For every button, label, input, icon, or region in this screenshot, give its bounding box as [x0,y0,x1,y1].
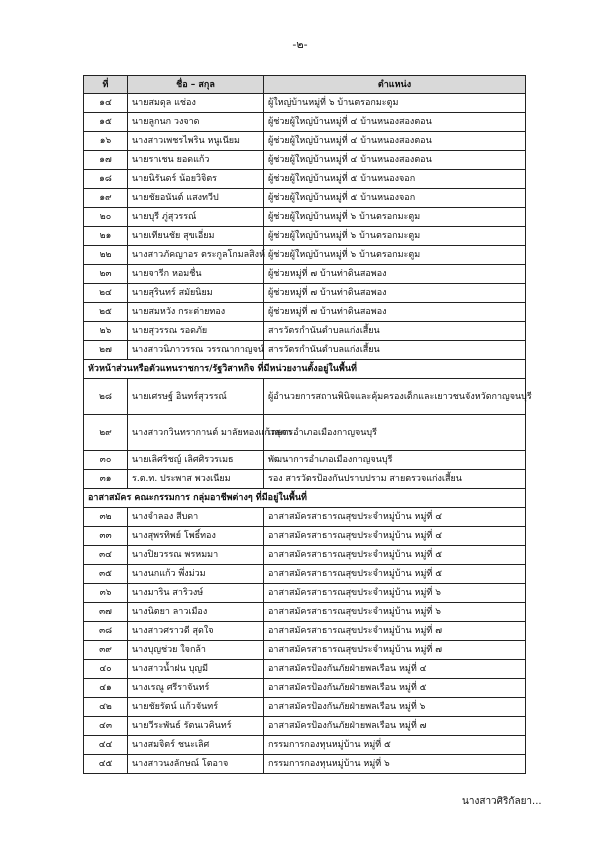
table-row [84,284,526,303]
table-row [84,641,526,660]
row-number: ๒๖ [84,322,128,341]
table-row [84,508,526,527]
row-name: นางสาวนงลักษณ์ โตอาจ [128,755,264,774]
row-position: ผู้ช่วยผู้ใหญ่บ้านหมู่ที่ ๖ บ้านตรอกมะตูม [264,208,526,227]
row-name: นายนิรันดร์ น้อยวิจิตร [128,170,264,189]
section-title-agencies: หัวหน้าส่วนหรือตัวแทนราชการ/รัฐวิสาหกิจ ที่มีหน่วยงานตั้งอยู่ในพื้นที่ [84,360,526,379]
footer-continuation: นางสาวศิริกัลยา... [462,796,542,807]
table-row [84,622,526,641]
row-name: นายจารีก หอมชื่น [128,265,264,284]
row-number: ๑๕ [84,113,128,132]
row-position: ผู้ช่วยผู้ใหญ่บ้านหมู่ที่ ๕ บ้านหนองจอก [264,189,526,208]
table-row [84,603,526,622]
table-row [84,470,526,489]
row-name: นางสาวศราวดี สุดใจ [128,622,264,641]
row-position: รอง สารวัตรป้องกันปราบปราม สายตรวจแก่งเสี้ยน [264,470,526,489]
row-number: ๓๖ [84,584,128,603]
section-row [84,489,526,508]
row-position: กรรมการกองทุนหมู่บ้าน หมู่ที่ ๖ [264,755,526,774]
table-row [84,94,526,113]
row-name: นางปิยวรรณ พรหมมา [128,546,264,565]
row-number: ๓๕ [84,565,128,584]
table-header-row [84,76,526,94]
row-position: เกษตรอำเภอเมืองกาญจนบุรี [264,415,526,451]
table-row [84,451,526,470]
row-name: นายบุรี ภู่สุวรรณ์ [128,208,264,227]
table-row [84,303,526,322]
row-position: ผู้ช่วยผู้ใหญ่บ้านหมู่ที่ ๕ บ้านหนองจอก [264,170,526,189]
row-name: นางนกแก้ว พึ่งม่วม [128,565,264,584]
row-number: ๒๙ [84,415,128,451]
row-name: นางมาริน สาริวงษ์ [128,584,264,603]
table-row [84,736,526,755]
header-position: ตำแหน่ง [264,76,526,94]
row-name: นางสุพรทิพย์ โพธิ์ทอง [128,527,264,546]
row-name: นางสมจิตร์ ชนะเลิศ [128,736,264,755]
header-name: ชื่อ – สกุล [128,76,264,94]
table-row [84,151,526,170]
table-row [84,113,526,132]
row-name: นางบุญช่วย ใจกล้า [128,641,264,660]
table-row [84,227,526,246]
row-number: ๓๘ [84,622,128,641]
row-number: ๓๙ [84,641,128,660]
row-position: ผู้ช่วยหมู่ที่ ๗ บ้านท่าดินสอพอง [264,303,526,322]
row-name: นางสาวภัคญาอร ตระกูลโกมลสิงห์ [128,246,264,265]
row-number: ๑๔ [84,94,128,113]
row-number: ๒๔ [84,284,128,303]
row-name: นางสาวกวินทรากานต์ มาลัยทองแก้วสุภา [128,415,264,451]
row-position: สารวัตรกำนันตำบลแก่งเสี้ยน [264,322,526,341]
row-position: ผู้ช่วยผู้ใหญ่บ้านหมู่ที่ ๔ บ้านหนองสองตอน [264,151,526,170]
table-row [84,717,526,736]
row-position: ผู้ช่วยหมู่ที่ ๗ บ้านท่าดินสอพอง [264,265,526,284]
row-number: ๒๘ [84,379,128,415]
row-position: ผู้ช่วยผู้ใหญ่บ้านหมู่ที่ ๔ บ้านหนองสองตอน [264,132,526,151]
row-name: นางเรณู ศรีราจันทร์ [128,679,264,698]
table-row [84,584,526,603]
row-name: นายเทียนชัย สุขเอี่ยม [128,227,264,246]
table-row [84,546,526,565]
table-row [84,679,526,698]
table-row [84,565,526,584]
member-table [83,75,532,774]
row-number: ๔๑ [84,679,128,698]
row-name: นายราเชน ยอดแก้ว [128,151,264,170]
row-position: อาสาสมัครสาธารณสุขประจำหมู่บ้าน หมู่ที่ ๔ [264,527,526,546]
row-number: ๓๒ [84,508,128,527]
row-position: พัฒนาการอำเภอเมืองกาญจนบุรี [264,451,526,470]
row-number: ๑๙ [84,189,128,208]
row-position: อาสาสมัครสาธารณสุขประจำหมู่บ้าน หมู่ที่ ๕ [264,565,526,584]
header-no: ที่ [84,76,128,94]
row-number: ๑๗ [84,151,128,170]
row-number: ๒๗ [84,341,128,360]
row-position: ผู้ช่วยหมู่ที่ ๗ บ้านท่าดินสอพอง [264,284,526,303]
table-row [84,208,526,227]
row-position: อาสาสมัครป้องกันภัยฝ่ายพลเรือน หมู่ที่ ๕ [264,679,526,698]
table-row [84,265,526,284]
row-position: อาสาสมัครสาธารณสุขประจำหมู่บ้าน หมู่ที่ ๕ [264,546,526,565]
table-row [84,132,526,151]
table-row [84,322,526,341]
row-position: ผู้ช่วยผู้ใหญ่บ้านหมู่ที่ ๔ บ้านหนองสองตอน [264,113,526,132]
table-row [84,246,526,265]
row-number: ๔๔ [84,736,128,755]
row-position: ผู้อำนวยการสถานพินิจและคุ้มครองเด็กและเยาวชนจังหวัดกาญจนบุรี [264,379,526,415]
row-number: ๔๐ [84,660,128,679]
row-number: ๑๘ [84,170,128,189]
row-name: นางจำลอง สีบดา [128,508,264,527]
row-name: นายเลิศริชญ์ เลิศศิรวรเมธ [128,451,264,470]
row-position: ผู้ช่วยผู้ใหญ่บ้านหมู่ที่ ๖ บ้านตรอกมะตูม [264,227,526,246]
section-row [84,360,526,379]
row-name: นายชัยอนันต์ แสงทวีป [128,189,264,208]
row-name: นางสาวเพชรไพริน หนูเนียม [128,132,264,151]
row-position: ผู้ใหญ่บ้านหมู่ที่ ๖ บ้านตรอกมะตูม [264,94,526,113]
row-number: ๓๓ [84,527,128,546]
row-position: อาสาสมัครสาธารณสุขประจำหมู่บ้าน หมู่ที่ ๖ [264,603,526,622]
row-number: ๓๗ [84,603,128,622]
row-name: นางนิตยา ลาวเมือง [128,603,264,622]
row-name: นายสุรินทร์ สมัยนิยม [128,284,264,303]
row-position: อาสาสมัครสาธารณสุขประจำหมู่บ้าน หมู่ที่ ๗ [264,622,526,641]
row-number: ๓๔ [84,546,128,565]
row-position: อาสาสมัครป้องกันภัยฝ่ายพลเรือน หมู่ที่ ๖ [264,698,526,717]
table-row [84,527,526,546]
table-row [84,660,526,679]
table-row [84,755,526,774]
table-row [84,698,526,717]
row-position: ผู้ช่วยผู้ใหญ่บ้านหมู่ที่ ๖ บ้านตรอกมะตูม [264,246,526,265]
row-number: ๒๕ [84,303,128,322]
row-name: นายลูกนก วงจาด [128,113,264,132]
page-number: -๒- [292,38,308,51]
row-position: กรรมการกองทุนหมู่บ้าน หมู่ที่ ๕ [264,736,526,755]
row-number: ๑๖ [84,132,128,151]
row-name: นายเศรษฐ์ อินทร์สุวรรณ์ [128,379,264,415]
row-position: อาสาสมัครสาธารณสุขประจำหมู่บ้าน หมู่ที่ ๖ [264,584,526,603]
row-number: ๒๓ [84,265,128,284]
row-name: ร.ต.ท. ประพาส พวงเนียม [128,470,264,489]
row-position: อาสาสมัครป้องกันภัยฝ่ายพลเรือน หมู่ที่ ๔ [264,660,526,679]
row-number: ๒๑ [84,227,128,246]
row-name: นายสมดุล แช่อง [128,94,264,113]
row-name: นายวีระพันธ์ รัตนเวคินทร์ [128,717,264,736]
row-number: ๓๑ [84,470,128,489]
row-number: ๔๓ [84,717,128,736]
table-row [84,415,526,451]
row-number: ๒๐ [84,208,128,227]
row-number: ๔๒ [84,698,128,717]
row-number: ๔๕ [84,755,128,774]
table-row [84,170,526,189]
table-row [84,379,526,415]
table-row [84,189,526,208]
row-position: อาสาสมัครสาธารณสุขประจำหมู่บ้าน หมู่ที่ ๗ [264,641,526,660]
row-position: สารวัตรกำนันตำบลแก่งเสี้ยน [264,341,526,360]
row-name: นางสาวน้ำฝน บุญมี [128,660,264,679]
row-position: อาสาสมัครป้องกันภัยฝ่ายพลเรือน หมู่ที่ ๗ [264,717,526,736]
row-position: อาสาสมัครสาธารณสุขประจำหมู่บ้าน หมู่ที่ ๔ [264,508,526,527]
row-number: ๒๒ [84,246,128,265]
row-name: นายสุวรรณ รอดภัย [128,322,264,341]
row-name: นายชัยรัตน์ แก้วจันทร์ [128,698,264,717]
row-name: นางสาวนิภาวรรณ วรรณากาญจน์ [128,341,264,360]
section-title-volunteers: อาสาสมัคร คณะกรรมการ กลุ่มอาชีพต่างๆ ที่มีอยู่ในพื้นที่ [84,489,526,508]
row-name: นายสมหวัง กระต่ายทอง [128,303,264,322]
table-row [84,341,526,360]
row-number: ๓๐ [84,451,128,470]
